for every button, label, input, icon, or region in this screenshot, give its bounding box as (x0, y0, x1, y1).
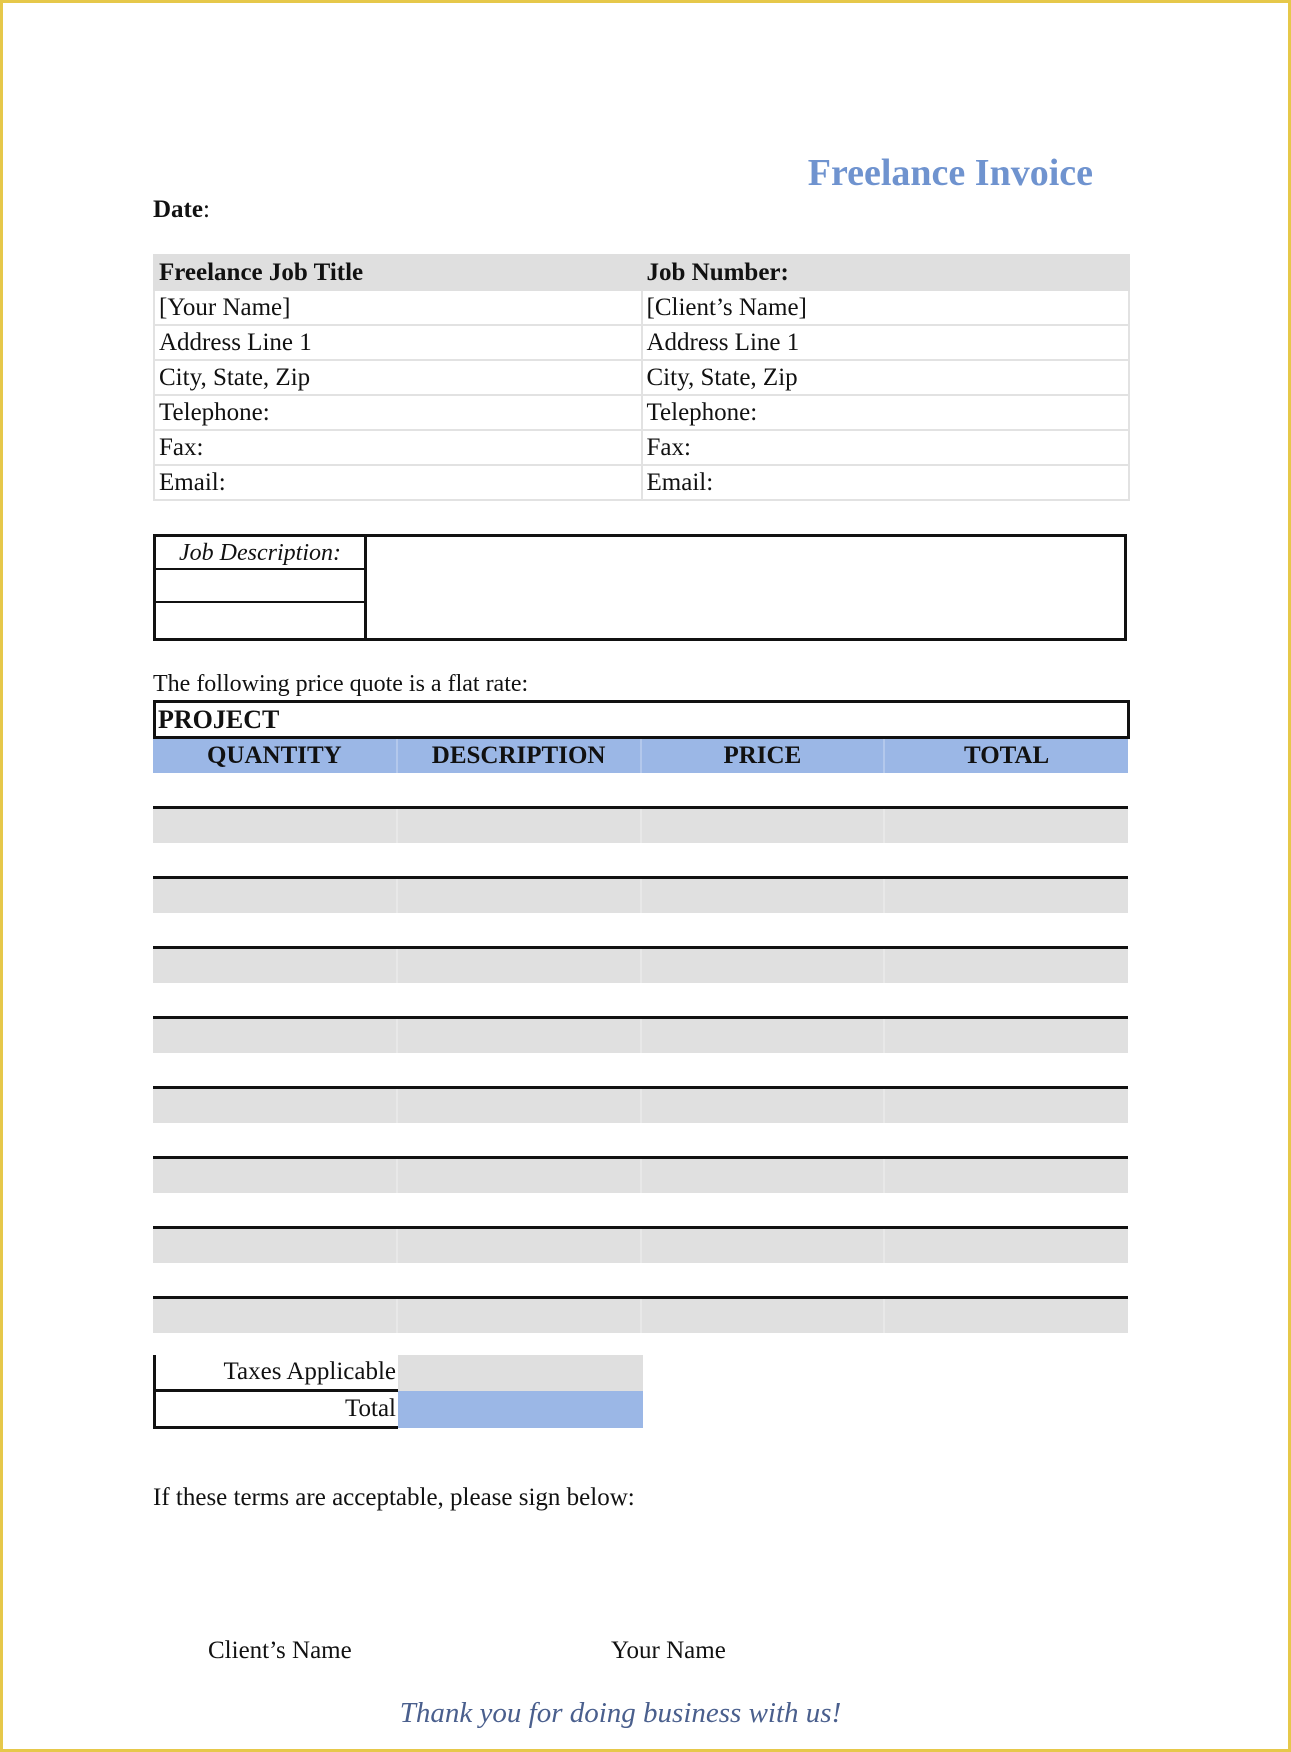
item-cell[interactable] (884, 1298, 1128, 1334)
your-telephone-field[interactable]: Telephone: (154, 395, 642, 430)
job-number-label[interactable]: Job Number: (642, 255, 1130, 290)
table-row (153, 843, 1128, 878)
item-cell[interactable] (153, 1123, 397, 1158)
item-cell[interactable] (641, 1193, 885, 1228)
item-cell[interactable] (884, 773, 1128, 808)
item-cell[interactable] (641, 843, 885, 878)
your-fax-field[interactable]: Fax: (154, 430, 642, 465)
item-cell[interactable] (397, 1053, 641, 1088)
date-label: Date (153, 196, 203, 223)
info-row (154, 430, 1129, 465)
table-row (153, 1193, 1128, 1228)
items-header-row (153, 739, 1128, 773)
item-cell[interactable] (884, 913, 1128, 948)
item-cell[interactable] (884, 983, 1128, 1018)
client-city-field[interactable]: City, State, Zip (642, 360, 1130, 395)
item-cell[interactable] (641, 1298, 885, 1334)
client-address-field[interactable]: Address Line 1 (642, 325, 1130, 360)
item-cell[interactable] (153, 843, 397, 878)
item-cell[interactable] (641, 1018, 885, 1054)
total-row (155, 1391, 643, 1428)
item-cell[interactable] (884, 1158, 1128, 1194)
client-telephone-field[interactable]: Telephone: (642, 395, 1130, 430)
item-cell[interactable] (397, 773, 641, 808)
item-cell[interactable] (641, 983, 885, 1018)
your-city-field[interactable]: City, State, Zip (154, 360, 642, 395)
invoice-title: Freelance Invoice (807, 152, 1093, 194)
job-description-line[interactable] (156, 570, 364, 603)
item-cell[interactable] (397, 1263, 641, 1298)
item-cell[interactable] (641, 1228, 885, 1264)
info-row (154, 360, 1129, 395)
item-cell[interactable] (397, 1228, 641, 1264)
info-header-row (154, 255, 1129, 290)
info-row (154, 395, 1129, 430)
flat-rate-note: The following price quote is a flat rate: (153, 671, 529, 697)
item-cell[interactable] (153, 1228, 397, 1264)
client-name-field[interactable]: [Client’s Name] (642, 290, 1130, 325)
item-cell[interactable] (397, 983, 641, 1018)
item-cell[interactable] (153, 1263, 397, 1298)
item-cell[interactable] (153, 948, 397, 984)
client-email-field[interactable]: Email: (642, 465, 1130, 500)
item-cell[interactable] (153, 1298, 397, 1334)
your-address-field[interactable]: Address Line 1 (154, 325, 642, 360)
item-cell[interactable] (884, 878, 1128, 914)
item-cell[interactable] (153, 1193, 397, 1228)
item-cell[interactable] (641, 773, 885, 808)
item-cell[interactable] (884, 1228, 1128, 1264)
table-row (153, 1298, 1128, 1334)
item-cell[interactable] (153, 1018, 397, 1054)
table-row (153, 1158, 1128, 1194)
date-line (153, 196, 210, 224)
item-cell[interactable] (641, 1158, 885, 1194)
total-header: TOTAL (884, 739, 1128, 773)
item-cell[interactable] (884, 948, 1128, 984)
info-table (153, 254, 1130, 501)
item-cell[interactable] (884, 1193, 1128, 1228)
table-row (153, 948, 1128, 984)
item-cell[interactable] (397, 1158, 641, 1194)
table-row (153, 913, 1128, 948)
thank-you-note: Thank you for doing business with us! (399, 1697, 842, 1729)
item-cell[interactable] (397, 808, 641, 844)
table-row (153, 1053, 1128, 1088)
totals-table (153, 1355, 644, 1429)
item-cell[interactable] (397, 843, 641, 878)
client-fax-field[interactable]: Fax: (642, 430, 1130, 465)
job-description-side (156, 537, 367, 638)
project-label[interactable]: PROJECT (153, 700, 1130, 739)
total-value[interactable] (398, 1391, 643, 1428)
total-label: Total (155, 1391, 399, 1428)
item-cell[interactable] (153, 773, 397, 808)
item-cell[interactable] (641, 878, 885, 914)
table-row (153, 1263, 1128, 1298)
table-row (153, 983, 1128, 1018)
price-header: PRICE (641, 739, 885, 773)
job-description-label: Job Description: (156, 537, 364, 570)
your-email-field[interactable]: Email: (154, 465, 642, 500)
item-cell[interactable] (397, 878, 641, 914)
info-row (154, 325, 1129, 360)
item-cell[interactable] (153, 1088, 397, 1124)
quantity-header: QUANTITY (153, 739, 397, 773)
job-description-line[interactable] (156, 603, 364, 636)
item-cell[interactable] (884, 1018, 1128, 1054)
your-signature-label: Your Name (611, 1637, 726, 1664)
item-cell[interactable] (153, 878, 397, 914)
table-row (153, 773, 1128, 808)
item-cell[interactable] (153, 1053, 397, 1088)
item-cell[interactable] (153, 808, 397, 844)
item-cell[interactable] (884, 1123, 1128, 1158)
table-row (153, 1018, 1128, 1054)
your-name-field[interactable]: [Your Name] (154, 290, 642, 325)
job-description-box (153, 534, 1127, 641)
item-cell[interactable] (641, 808, 885, 844)
item-cell[interactable] (641, 1088, 885, 1124)
date-colon: : (202, 196, 210, 223)
table-row (153, 1088, 1128, 1124)
item-cell[interactable] (153, 983, 397, 1018)
item-cell[interactable] (641, 1263, 885, 1298)
taxes-label: Taxes Applicable (155, 1355, 399, 1391)
item-cell[interactable] (641, 1053, 885, 1088)
item-cell[interactable] (884, 1263, 1128, 1298)
table-row (153, 878, 1128, 914)
taxes-row (155, 1355, 643, 1391)
item-cell[interactable] (153, 1158, 397, 1194)
taxes-value[interactable] (398, 1355, 643, 1391)
client-signature-label: Client’s Name (208, 1637, 352, 1664)
item-cell[interactable] (397, 1193, 641, 1228)
table-row (153, 1228, 1128, 1264)
item-cell[interactable] (397, 1018, 641, 1054)
item-cell[interactable] (884, 843, 1128, 878)
item-cell[interactable] (397, 1298, 641, 1334)
terms-text: If these terms are acceptable, please sign below: (153, 1484, 635, 1511)
description-header: DESCRIPTION (397, 739, 641, 773)
item-cell[interactable] (397, 913, 641, 948)
table-row (153, 1123, 1128, 1158)
info-row (154, 465, 1129, 500)
item-cell[interactable] (153, 913, 397, 948)
info-row (154, 290, 1129, 325)
item-cell[interactable] (397, 1123, 641, 1158)
item-cell[interactable] (884, 1053, 1128, 1088)
item-cell[interactable] (641, 913, 885, 948)
job-title-label: Freelance Job Title (154, 255, 642, 290)
job-description-input[interactable] (367, 537, 1124, 638)
item-cell[interactable] (884, 808, 1128, 844)
item-cell[interactable] (884, 1088, 1128, 1124)
item-cell[interactable] (397, 948, 641, 984)
item-cell[interactable] (641, 1123, 885, 1158)
item-cell[interactable] (397, 1088, 641, 1124)
line-items-table (153, 739, 1128, 1333)
table-row (153, 808, 1128, 844)
item-cell[interactable] (641, 948, 885, 984)
